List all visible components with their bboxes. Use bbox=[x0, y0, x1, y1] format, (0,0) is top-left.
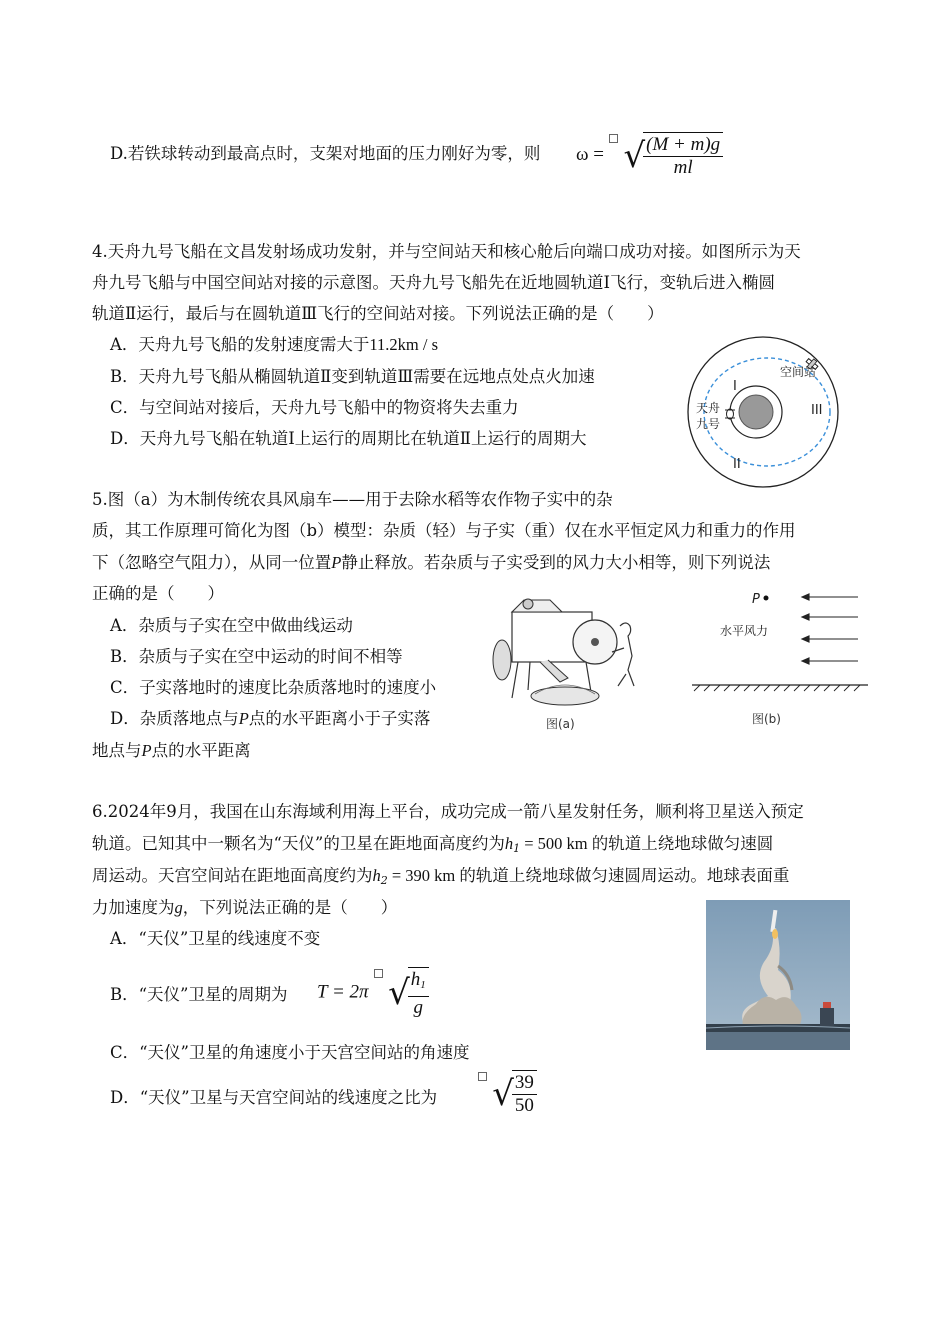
q5-option-d-line2: 地点与P点的水平距离 bbox=[92, 741, 251, 760]
q6-option-a: A．“天仪”卫星的线速度不变 bbox=[110, 929, 321, 948]
q4-stem-line1: 4.天舟九号飞船在文昌发射场成功发射，并与空间站天和核心舱后向端口成功对接。如图所示为天 bbox=[92, 242, 801, 261]
q5-option-c: C．子实落地时的速度比杂质落地时的速度小 bbox=[110, 678, 437, 697]
sqrt-expression: √ $\frac{h_1}{g}$ bbox=[388, 967, 429, 1019]
q6-option-b: B．“天仪”卫星的周期为 bbox=[110, 985, 288, 1004]
q6-option-d: D．“天仪”卫星与天宫空间站的线速度之比为 bbox=[110, 1088, 438, 1107]
escape-velocity: 11.2km / s bbox=[369, 335, 439, 354]
q3-option-d: D.若铁球转动到最高点时，支架对地面的压力刚好为零，则 bbox=[110, 144, 541, 163]
sqrt-icon: √ bbox=[492, 1073, 514, 1114]
figure-a-caption: 图(a) bbox=[546, 717, 575, 731]
label-orbit-2: II bbox=[733, 457, 741, 472]
label-spacecraft-2: 九号 bbox=[696, 417, 721, 431]
period-lhs: T = 2π bbox=[317, 981, 369, 1003]
spacecraft-icon bbox=[725, 409, 735, 419]
q3-option-d-formula bbox=[576, 132, 723, 179]
q4-option-c: C．与空间站对接后，天舟九号飞船中的物资将失去重力 bbox=[110, 398, 519, 417]
wind-arrows bbox=[802, 594, 858, 664]
omega-lhs: ω = bbox=[576, 144, 604, 165]
placeholder-box-icon bbox=[609, 134, 618, 143]
q5-stem-line4: 正确的是（ ） bbox=[92, 584, 224, 603]
sqrt-expression: √ $\frac{39}{50}$ bbox=[492, 1070, 537, 1117]
q6-option-d-formula bbox=[478, 1070, 537, 1117]
q5-option-a: A．杂质与子实在空中做曲线运动 bbox=[110, 616, 353, 635]
fraction-denominator: ml bbox=[673, 157, 693, 178]
wind-model-figure bbox=[690, 585, 870, 730]
label-point-p: P bbox=[752, 592, 760, 607]
q4-option-d: D．天舟九号飞船在轨道Ⅰ上运行的周期比在轨道Ⅱ上运行的周期大 bbox=[110, 429, 587, 448]
label-spacecraft-1: 天舟 bbox=[696, 401, 721, 415]
q6-stem-line1: 6.2024年9月，我国在山东海域利用海上平台，成功完成一箭八星发射任务，顺利将卫星送入预定 bbox=[92, 802, 804, 821]
rocket-launch-photo bbox=[706, 900, 850, 1050]
label-orbit-1: I bbox=[733, 379, 737, 394]
label-orbit-3: III bbox=[811, 403, 823, 418]
earth-icon bbox=[739, 395, 773, 429]
q5-stem-line3: 下（忽略空气阻力），从同一位置P静止释放。若杂质与子实受到的风力大小相等，则下列说法 bbox=[92, 553, 771, 572]
q5-option-d: D．杂质落地点与P点的水平距离小于子实落 bbox=[110, 709, 431, 728]
figure-b-caption: 图(b) bbox=[752, 712, 781, 726]
placeholder-box-icon bbox=[478, 1072, 487, 1081]
q6-option-b-formula bbox=[317, 967, 429, 1019]
q4-option-a: A．天舟九号飞船的发射速度需大于11.2km / s bbox=[110, 335, 439, 354]
sqrt-icon: √ bbox=[623, 135, 646, 176]
orbit-diagram bbox=[684, 334, 842, 490]
q6-option-c: C．“天仪”卫星的角速度小于天宫空间站的角速度 bbox=[110, 1043, 470, 1062]
placeholder-box-icon bbox=[374, 969, 383, 978]
winnowing-machine-figure bbox=[490, 590, 650, 735]
q5-option-b: B．杂质与子实在空中运动的时间不相等 bbox=[110, 647, 403, 666]
sqrt-icon: √ bbox=[388, 973, 410, 1013]
sqrt-expression bbox=[623, 132, 723, 179]
q4-stem-line2: 舟九号飞船与中国空间站对接的示意图。天舟九号飞船先在近地圆轨道Ⅰ飞行，变轨后进入椭圆 bbox=[92, 273, 776, 292]
label-space-station: 空间站 bbox=[780, 365, 817, 379]
q6-stem-line4: 力加速度为g，下列说法正确的是（ ） bbox=[92, 898, 398, 917]
q4-option-b: B．天舟九号飞船从椭圆轨道Ⅱ变到轨道Ⅲ需要在远地点处点火加速 bbox=[110, 367, 595, 386]
point-p-dot bbox=[764, 596, 769, 601]
q6-stem-line3: 周运动。天宫空间站在距地面高度约为$h_2 = 390$ km 的轨道上绕地球做匀速圆周运动。地球表面重 bbox=[92, 866, 790, 887]
q5-stem-line2: 质，其工作原理可简化为图（b）模型：杂质（轻）与子实（重）仅在水平恒定风力和重力的作用 bbox=[92, 521, 796, 540]
fraction-numerator: (M + m)g bbox=[643, 134, 723, 157]
q6-stem-line2: 轨道。已知其中一颗名为“天仪”的卫星在距地面高度约为$h_1 = 500$ km 的轨道上绕地球做匀速圆 bbox=[92, 834, 774, 855]
q5-stem-line1: 5.图（a）为木制传统农具风扇车——用于去除水稻等农作物子实中的杂 bbox=[92, 490, 613, 509]
label-horizontal-wind: 水平风力 bbox=[720, 624, 769, 638]
q4-stem-line3: 轨道Ⅱ运行，最后与在圆轨道Ⅲ飞行的空间站对接。下列说法正确的是（ ） bbox=[92, 304, 664, 323]
